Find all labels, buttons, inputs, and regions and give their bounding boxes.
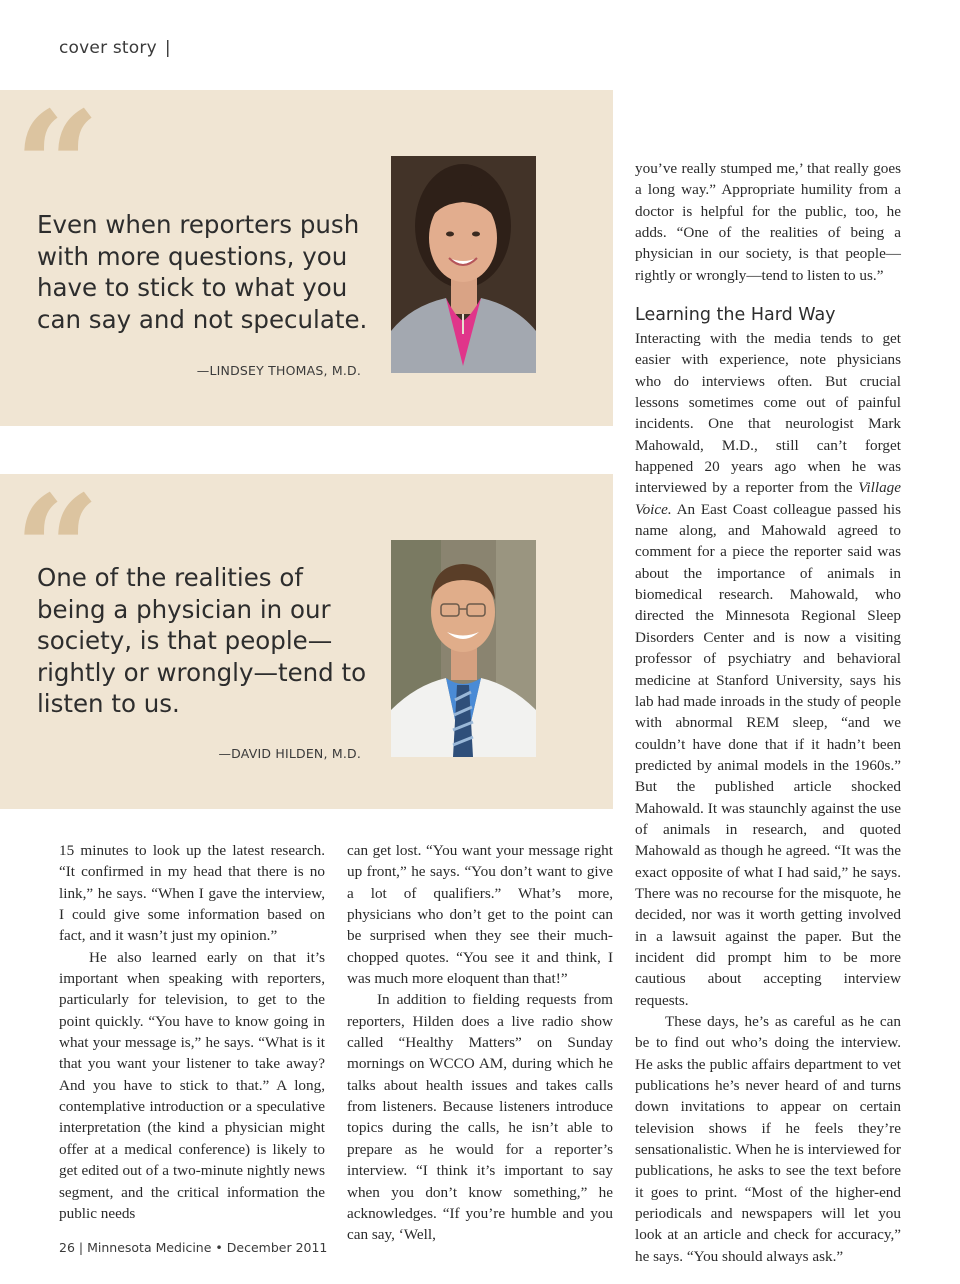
quote-attribution: —LINDSEY THOMAS, M.D. [196,363,361,378]
article-column-2 [347,840,613,1246]
issue-date: December 2011 [226,1240,328,1255]
paragraph: In addition to fielding requests from reporters, Hilden does a live radio show called “Healthy Matters” on Sunday mornings on WCCO AM, during which he talks about health issues and takes calls from listeners. Because listeners introduce topics during the calls, he isn’t able to prepare as he would for a reporter’s interview. “I think it’s important to say when you don’t know something,” he acknowledges. “If you’re humble and you can say, ‘Well, [347,991,613,1244]
paragraph: you’ve really stumped me,’ that really goes a long way.” Appropriate humility from a doctor is helpful for the public, too, he adds. “One of the realities of being a physician in our society, is that people—rightly or wrongly—tend to listen to us.” [635,160,901,284]
publication-title: Minnesota Medicine [87,1240,212,1255]
paragraph: These days, he’s as careful as he can be to find out who’s doing the interview. He asks the public affairs department to vet publications he’s never heard of and turns down invitations to appear on certain television shows if he feels they’re sensationalistic. When he is interviewed for publications, he asks to see the text before it goes to print. “Most of the higher-end periodicals and newspapers will let you look at an article and check for accuracy,” he says. “You should always ask.” [635,1013,901,1265]
paragraph [635,328,901,1011]
pull-quote-text: Even when reporters push with more questions, you have to stick to what you can say and not speculate. [37,210,368,334]
paragraph: He also learned early on that it’s important when speaking with reporters, particularly for television, to get to the point quickly. “You have to know going in what your message is,” he says. “What is it that you want your listener to take away? And you have to stick to that.” A long, contemplative introduction or a speculative interpretation (the kind a physician might offer at a medical conference) is likely to get edited out of a two-minute nightly news segment, and the critical information the public needs [59,948,325,1222]
pull-quote-text: One of the realities of being a physician in our society, is that people—rightly or wrongly—tend to listen to us. [37,563,367,718]
portrait-photo [391,156,536,373]
footer-bullet: • [215,1240,223,1255]
quote-mark-icon: “ [14,79,101,255]
text-run: An East Coast colleague passed his name along, and Mahowald agreed to comment for a piece the reporter said was about the importance of animals in biomedical research. Mahowald, who directed the Minnesota Regional Sleep Disorders Center and is now a visiting professor of psychiatry and behavioral medicine at Stanford University, says his lab had made inroads in the study of people with abnormal REM sleep, “and we couldn’t have done that if it hadn’t been predicted by animal models in the 1960s.” But the published article shocked Mahowald. It was staunchly against the use of animals in research, and quoted Mahowald as though he agreed. “It was the exact opposite of what I had said,” he says. There was no recourse for the misquote, he decided, nor was it worth getting involved in a lawsuit against the paper. But the incident did prompt him to be more cautious about accepting interview requests. [635,500,901,1009]
section-name: cover story [59,38,157,58]
text-run: Interacting with the media tends to get easier with experience, note physicians who do interviews often. But crucial lessons sometimes come out of painful incidents. One that neurologist Mark Mahowald, M.D., still can’t forget happened 20 years ago when he was interviewed by a reporter from the [635,330,901,497]
paragraph: 15 minutes to look up the latest research. “It confirmed in my head that there is no link,” he says. “When I gave the interview, I could give some information based on fact, and it wasn’t just my opinion.” [59,842,325,945]
publication-name: Village Voice. [635,479,902,518]
pull-quote-box [0,463,613,809]
footer-separator: | [78,1240,84,1255]
paragraph: can get lost. “You want your message right up front,” he says. “You don’t want to give a lot of qualifiers.” What’s more, physicians who don’t get to the point can be surprised when they see their much-chopped quotes. “You see it and think, I was much more eloquent than that!” [347,842,613,988]
portrait-woman-image [391,156,536,373]
portrait-man-image [391,540,536,757]
quote-mark-icon: “ [14,463,101,639]
portrait-photo [391,540,536,757]
article-column-1 [59,840,325,1224]
page-footer [59,1240,327,1255]
article-column-3 [635,328,901,1267]
page-number: 26 [59,1240,75,1255]
article-column-3-top [635,158,901,286]
section-separator: | [164,38,171,58]
section-label [59,38,171,58]
pull-quote-box [0,79,613,426]
section-subhead: Learning the Hard Way [635,305,836,325]
quote-attribution: —DAVID HILDEN, M.D. [218,746,361,761]
